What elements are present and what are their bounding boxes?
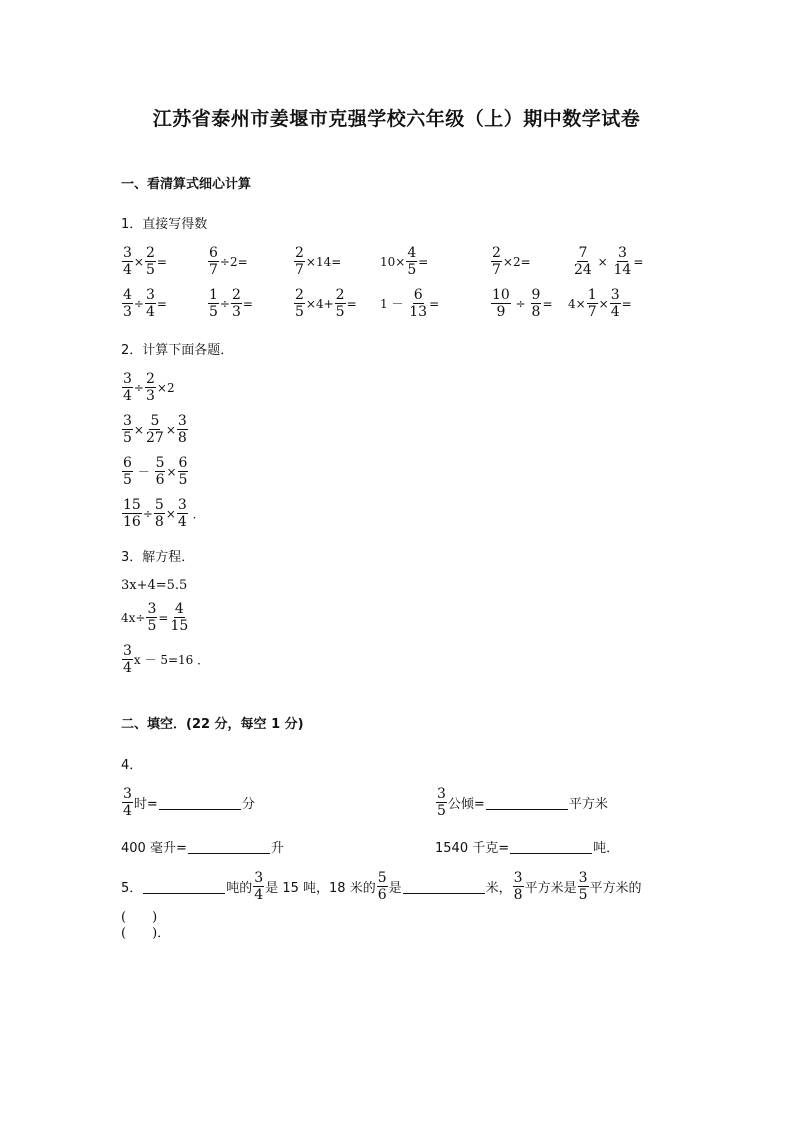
- q5-text-4: 米，: [485, 881, 512, 896]
- q5-end: ．: [157, 926, 171, 941]
- q1-item-11: $\frac{10}{9}$ ÷ $\frac{9}{8}$ =: [492, 287, 553, 320]
- q4-item-hours: $\frac{3}{4}$ 时= 分: [123, 786, 255, 819]
- q5-answer-parens: [121, 910, 170, 942]
- q1-item-2: $\frac{6}{7}$ ÷2=: [209, 245, 248, 278]
- q4-item-ml: [121, 837, 284, 856]
- section-2-heading: 二、填空．(22 分，每空 1 分): [121, 717, 304, 732]
- ton-unit: 吨．: [593, 841, 620, 856]
- answer-blank[interactable]: [510, 839, 592, 854]
- q4-item-hectare: $\frac{3}{5}$ 公倾= 平方米: [437, 786, 608, 819]
- answer-blank[interactable]: [403, 879, 485, 894]
- q1-item-12: 4× $\frac{1}{7}$ × $\frac{3}{4}$ =: [568, 287, 632, 320]
- answer-blank[interactable]: [143, 879, 225, 894]
- question-4-label: 4．: [121, 758, 143, 773]
- q1-item-7: $\frac{4}{3}$ ÷ $\frac{3}{4}$ =: [123, 287, 167, 320]
- q1-item-3: $\frac{2}{7}$ ×14=: [295, 245, 342, 278]
- answer-blank[interactable]: [486, 795, 568, 810]
- q5-text-6: 平方米的: [589, 881, 642, 896]
- q5-text-1: 吨的: [226, 881, 253, 896]
- q2-item-2: $\frac{3}{5}$ × $\frac{5}{27}$ × $\frac{3}{8}$: [123, 413, 187, 446]
- minute-unit: 分: [241, 797, 255, 812]
- sqm-unit: 平方米: [568, 797, 608, 812]
- q5-text-3: 是: [388, 881, 402, 896]
- q2-item-1: $\frac{3}{4}$ ÷ $\frac{2}{3}$ ×2: [123, 371, 175, 404]
- liter-unit: 升: [270, 841, 284, 856]
- q5-text-5: 平方米是: [524, 881, 577, 896]
- q2-item-3: $\frac{6}{5}$ － $\frac{5}{6}$ × $\frac{6}{5}$: [123, 455, 188, 488]
- q1-item-5: $\frac{2}{7}$ ×2=: [492, 245, 531, 278]
- question-1-label: 1．直接写得数: [121, 217, 208, 232]
- q3-equation-3: $\frac{3}{4}$ x － 5=16 ．: [123, 643, 210, 676]
- q1-item-6: $\frac{7}{24}$ × $\frac{3}{14}$ =: [574, 245, 644, 278]
- q1-item-9: $\frac{2}{5}$ ×4+ $\frac{2}{5}$ =: [295, 287, 357, 320]
- question-5: 5． 吨的 $\frac{3}{4}$ 是 15 吨，18 米的 $\frac{5}{6}$ 是 米， $\frac{3}{8}$ 平方米是 $\frac{3}{5}$ 平方米的: [121, 870, 642, 903]
- page-title: 江苏省泰州市姜堰市克强学校六年级（上）期中数学试卷: [152, 108, 641, 130]
- q3-equation-2: 4x÷ $\frac{3}{5}$ = $\frac{4}{15}$: [121, 601, 189, 634]
- ml-text: 400 毫升=: [121, 841, 187, 856]
- q5-text-2: 是 15 吨，18 米的: [265, 881, 376, 896]
- kg-text: 1540 千克=: [435, 841, 510, 856]
- q1-item-4: 10× $\frac{4}{5}$ =: [380, 245, 429, 278]
- paren-numerator[interactable]: ( ): [121, 910, 158, 925]
- q4-item-kg: [435, 837, 619, 856]
- q1-item-1: $\frac{3}{4}$ × $\frac{2}{5}$ =: [123, 245, 167, 278]
- answer-blank[interactable]: [188, 839, 270, 854]
- q1-item-10: 1 － $\frac{6}{13}$ =: [380, 287, 440, 320]
- hectare-unit: 公倾=: [447, 797, 485, 812]
- answer-blank[interactable]: [159, 795, 241, 810]
- q3-equation-1: 3x+4=5.5: [121, 578, 188, 593]
- question-2-label: 2．计算下面各题．: [121, 343, 234, 358]
- question-5-label: 5．: [121, 881, 143, 896]
- q2-item-4: $\frac{15}{16}$ ÷ $\frac{5}{8}$ × $\frac{3}{4}$ ．: [123, 497, 205, 530]
- q1-item-8: $\frac{1}{5}$ ÷ $\frac{2}{3}$ =: [209, 287, 253, 320]
- paren-denominator[interactable]: ( ): [121, 926, 158, 941]
- hour-unit: 时=: [133, 797, 158, 812]
- question-3-label: 3．解方程．: [121, 550, 195, 565]
- section-1-heading: 一、看清算式细心计算: [121, 177, 252, 192]
